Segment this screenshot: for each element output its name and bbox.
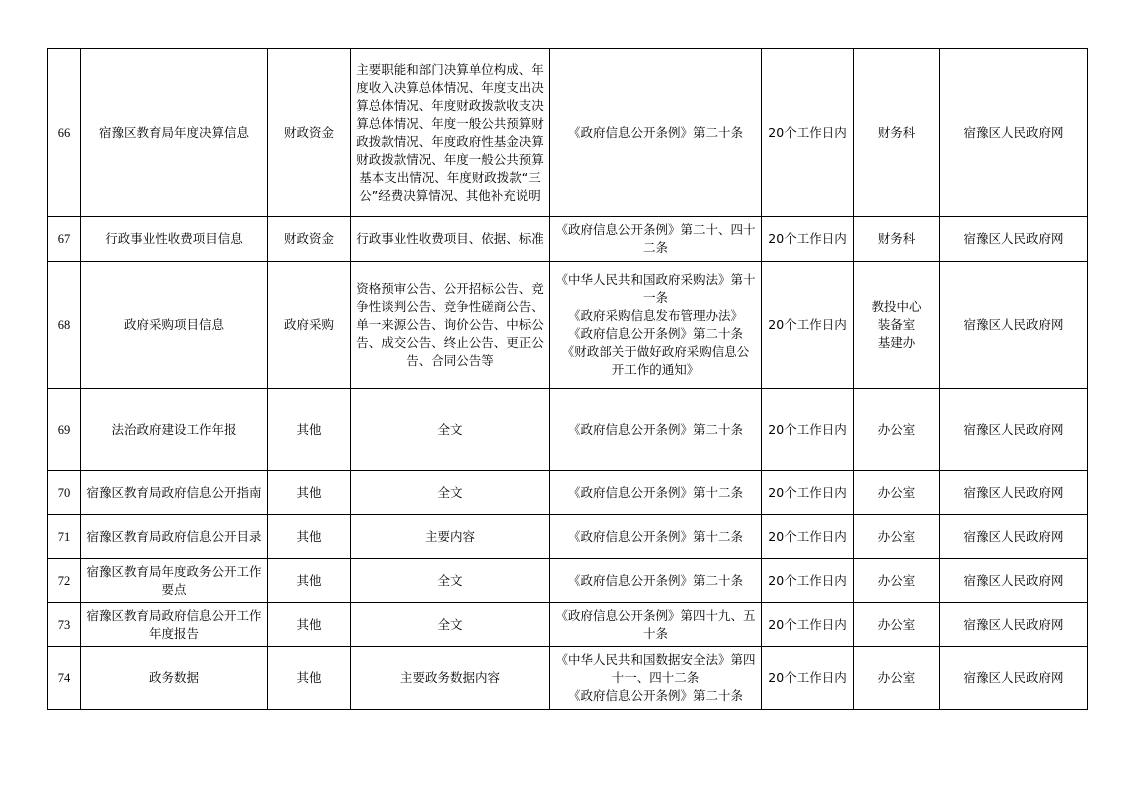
responsible-dept-line: 办公室: [877, 421, 916, 437]
disclosure-content: [351, 515, 550, 559]
category: 其他: [268, 471, 351, 515]
disclosure-content: [351, 603, 550, 647]
legal-basis-line: 二条: [642, 240, 668, 255]
table-row: [48, 217, 1088, 262]
item-name: 宿豫区教育局政府信息公开指南: [81, 471, 268, 515]
category: 其他: [268, 389, 351, 471]
disclosure-channel: 宿豫区人民政府网: [940, 471, 1088, 515]
legal-basis-line: 《政府信息公开条例》第二十、四十: [555, 222, 756, 237]
legal-basis-line: 《政府信息公开条例》第二十条: [567, 688, 743, 703]
responsible-dept: [854, 262, 940, 389]
legal-basis-line: 《中华人民共和国政府采购法》第十: [555, 272, 756, 287]
category: 财政资金: [268, 217, 351, 262]
legal-basis-line: 一条: [642, 290, 668, 305]
time-limit: 20个工作日内: [762, 603, 854, 647]
time-limit: 20个工作日内: [762, 515, 854, 559]
table-row: [48, 262, 1088, 389]
disclosure-content: [351, 262, 550, 389]
disclosure-content-line: 财政拨款情况、年度一般公共预算: [356, 151, 544, 167]
disclosure-content-line: 算总体情况、年度一般公共预算财: [356, 115, 544, 131]
legal-basis-line: 十一、四十二条: [611, 670, 700, 685]
disclosure-content: [351, 471, 550, 515]
disclosure-content-line: 公”经费决算情况、其他补充说明: [359, 187, 541, 203]
item-name: 宿豫区教育局政府信息公开目录: [81, 515, 268, 559]
legal-basis-line: 《政府信息公开条例》第二十条: [567, 124, 743, 140]
disclosure-content: [351, 389, 550, 471]
time-limit: 20个工作日内: [762, 471, 854, 515]
legal-basis-line: 开工作的通知》: [611, 362, 700, 377]
item-name: 政务数据: [81, 647, 268, 710]
legal-basis-line: 《政府信息公开条例》第四十九、五: [555, 607, 756, 623]
disclosure-content: [351, 559, 550, 603]
responsible-dept: [854, 647, 940, 710]
disclosure-content-line: 算总体情况、年度财政拨款收支决: [356, 97, 544, 113]
legal-basis: [550, 471, 762, 515]
table-row: [48, 647, 1088, 710]
disclosure-content-line: 全文: [437, 572, 463, 588]
responsible-dept-line: 办公室: [877, 572, 916, 588]
disclosure-channel: 宿豫区人民政府网: [940, 262, 1088, 389]
legal-basis: [550, 603, 762, 647]
disclosure-catalog-table: [47, 48, 1088, 710]
responsible-dept: [854, 603, 940, 647]
disclosure-content-line: 全文: [437, 484, 463, 500]
item-name: 行政事业性收费项目信息: [81, 217, 268, 262]
responsible-dept-line: 财务科: [877, 124, 916, 140]
disclosure-channel: 宿豫区人民政府网: [940, 559, 1088, 603]
legal-basis: [550, 262, 762, 389]
legal-basis-line: 《政府信息公开条例》第二十条: [567, 421, 743, 437]
row-number: 70: [48, 471, 81, 515]
category: 其他: [268, 515, 351, 559]
row-number: 67: [48, 217, 81, 262]
category: 其他: [268, 647, 351, 710]
responsible-dept-line: 办公室: [877, 616, 916, 632]
row-number: 73: [48, 603, 81, 647]
disclosure-content-line: 基本支出情况、年度财政拨款“三: [359, 169, 541, 185]
table-row: [48, 471, 1088, 515]
table-row: [48, 389, 1088, 471]
row-number: 69: [48, 389, 81, 471]
disclosure-content-line: 资格预审公告、公开招标公告、竞: [356, 281, 544, 296]
time-limit: 20个工作日内: [762, 559, 854, 603]
disclosure-content: [351, 647, 550, 710]
responsible-dept-line: 财务科: [877, 231, 916, 246]
disclosure-channel: 宿豫区人民政府网: [940, 603, 1088, 647]
legal-basis-line: 十条: [642, 625, 668, 641]
responsible-dept-line: 办公室: [877, 670, 916, 685]
category: 财政资金: [268, 49, 351, 217]
disclosure-content-line: 告、合同公告等: [406, 353, 494, 368]
time-limit: 20个工作日内: [762, 262, 854, 389]
category: 其他: [268, 559, 351, 603]
row-number: 74: [48, 647, 81, 710]
table-row: [48, 559, 1088, 603]
row-number: 66: [48, 49, 81, 217]
responsible-dept: [854, 559, 940, 603]
time-limit: 20个工作日内: [762, 49, 854, 217]
disclosure-content-line: 全文: [437, 616, 463, 632]
responsible-dept: [854, 49, 940, 217]
responsible-dept-line: 办公室: [877, 484, 916, 500]
responsible-dept-line: 基建办: [877, 335, 916, 350]
category: 政府采购: [268, 262, 351, 389]
table-row: [48, 49, 1088, 217]
legal-basis-line: 《政府信息公开条例》第十二条: [567, 528, 743, 544]
responsible-dept: [854, 389, 940, 471]
disclosure-content-line: 主要职能和部门决算单位构成、年: [356, 61, 544, 77]
table-row: [48, 515, 1088, 559]
time-limit: 20个工作日内: [762, 217, 854, 262]
disclosure-content-line: 政拨款情况、年度政府性基金决算: [356, 133, 544, 149]
item-name: 宿豫区教育局政府信息公开工作年度报告: [81, 603, 268, 647]
legal-basis: [550, 389, 762, 471]
legal-basis-line: 《中华人民共和国数据安全法》第四: [555, 652, 756, 667]
disclosure-channel: 宿豫区人民政府网: [940, 515, 1088, 559]
legal-basis-line: 《政府信息公开条例》第二十条: [567, 572, 743, 588]
row-number: 72: [48, 559, 81, 603]
table-body: [48, 49, 1088, 710]
legal-basis-line: 《财政部关于做好政府采购信息公: [561, 344, 750, 359]
disclosure-content-line: 全文: [437, 421, 463, 437]
item-name: 宿豫区教育局年度决算信息: [81, 49, 268, 217]
legal-basis: [550, 515, 762, 559]
disclosure-content-line: 单一来源公告、询价公告、中标公: [356, 317, 544, 332]
disclosure-channel: 宿豫区人民政府网: [940, 49, 1088, 217]
legal-basis: [550, 559, 762, 603]
table-row: [48, 603, 1088, 647]
legal-basis-line: 《政府采购信息发布管理办法》: [567, 308, 743, 323]
legal-basis: [550, 49, 762, 217]
legal-basis: [550, 647, 762, 710]
responsible-dept: [854, 217, 940, 262]
disclosure-content-line: 告、成交公告、终止公告、更正公: [356, 335, 544, 350]
item-name: 宿豫区教育局年度政务公开工作要点: [81, 559, 268, 603]
responsible-dept: [854, 515, 940, 559]
disclosure-content: [351, 49, 550, 217]
item-name: 法治政府建设工作年报: [81, 389, 268, 471]
responsible-dept: [854, 471, 940, 515]
disclosure-channel: 宿豫区人民政府网: [940, 647, 1088, 710]
row-number: 68: [48, 262, 81, 389]
legal-basis-line: 《政府信息公开条例》第二十条: [567, 326, 743, 341]
responsible-dept-line: 办公室: [877, 528, 916, 544]
time-limit: 20个工作日内: [762, 389, 854, 471]
responsible-dept-line: 教投中心: [871, 299, 922, 314]
disclosure-content-line: 主要政务数据内容: [399, 670, 500, 685]
item-name: 政府采购项目信息: [81, 262, 268, 389]
disclosure-content-line: 主要内容: [424, 528, 475, 544]
disclosure-channel: 宿豫区人民政府网: [940, 217, 1088, 262]
disclosure-content: [351, 217, 550, 262]
legal-basis: [550, 217, 762, 262]
time-limit: 20个工作日内: [762, 647, 854, 710]
disclosure-content-line: 度收入决算总体情况、年度支出决: [356, 79, 544, 95]
category: 其他: [268, 603, 351, 647]
disclosure-content-line: 行政事业性收费项目、依据、标准: [356, 231, 544, 246]
legal-basis-line: 《政府信息公开条例》第十二条: [567, 484, 743, 500]
responsible-dept-line: 装备室: [877, 317, 916, 332]
disclosure-content-line: 争性谈判公告、竞争性磋商公告、: [356, 299, 544, 314]
row-number: 71: [48, 515, 81, 559]
disclosure-channel: 宿豫区人民政府网: [940, 389, 1088, 471]
